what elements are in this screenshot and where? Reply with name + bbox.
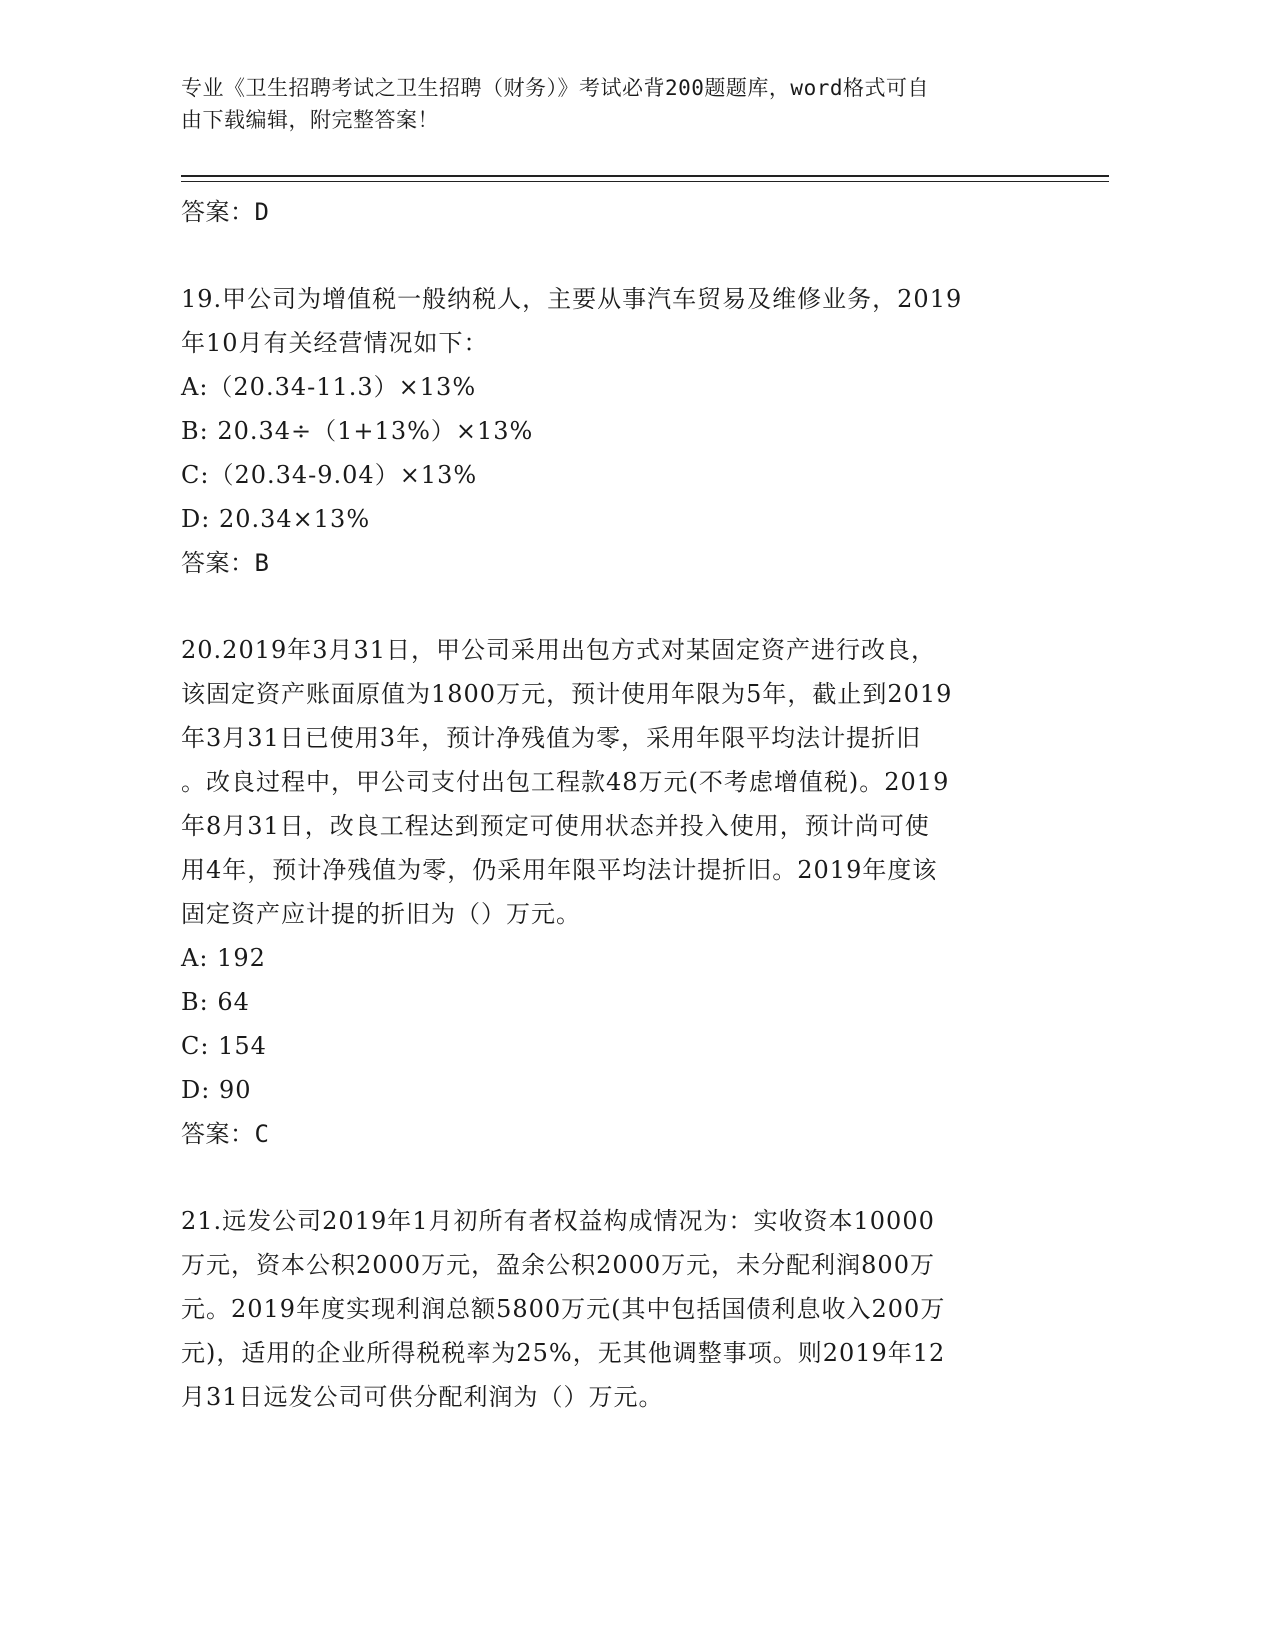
spacer <box>181 585 1061 628</box>
question-text: 年10月有关经营情况如下： <box>181 329 489 357</box>
question-text: 用4年，预计净残值为零，仍采用年限平均法计提折旧。2019年度该 <box>181 856 938 884</box>
question-text: 年3月31日已使用3年，预计净残值为零，采用年限平均法计提折旧 <box>181 724 922 752</box>
option-d: D: 20.34×13% <box>181 505 371 533</box>
header-line-1: 专业《卫生招聘考试之卫生招聘（财务）》考试必背200题题库，word格式可自 <box>181 76 929 100</box>
option-b: B: 20.34÷（1+13%）×13% <box>181 417 534 445</box>
question-text: 该固定资产账面原值为1800万元，预计使用年限为5年，截止到2019 <box>181 680 953 708</box>
answer-q19: 答案：B <box>181 549 270 577</box>
question-text: 元)，适用的企业所得税税率为25%，无其他调整事项。则2019年12 <box>181 1339 946 1367</box>
page-header <box>181 72 1061 136</box>
option-b: B: 64 <box>181 988 250 1016</box>
document-body <box>181 190 1061 1419</box>
option-c: C:（20.34-9.04）×13% <box>181 461 478 489</box>
header-rule-thin <box>181 181 1109 182</box>
question-text: 。改良过程中，甲公司支付出包工程款48万元(不考虑增值税)。2019 <box>181 768 950 796</box>
question-text: 万元，资本公积2000万元，盈余公积2000万元，未分配利润800万 <box>181 1251 935 1279</box>
question-text: 20.2019年3月31日，甲公司采用出包方式对某固定资产进行改良， <box>181 636 937 664</box>
answer-q18: 答案：D <box>181 198 270 226</box>
question-text: 年8月31日，改良工程达到预定可使用状态并投入使用，预计尚可使 <box>181 812 930 840</box>
answer-q20: 答案：C <box>181 1120 270 1148</box>
question-19 <box>181 277 1061 585</box>
spacer <box>181 234 1061 277</box>
question-text: 19.甲公司为增值税一般纳税人，主要从事汽车贸易及维修业务，2019 <box>181 285 963 313</box>
question-21 <box>181 1199 1061 1419</box>
option-d: D: 90 <box>181 1076 252 1104</box>
question-text: 21.远发公司2019年1月初所有者权益构成情况为：实收资本10000 <box>181 1207 935 1235</box>
question-20 <box>181 628 1061 1156</box>
option-a: A:（20.34-11.3）×13% <box>181 373 477 401</box>
question-text: 固定资产应计提的折旧为（）万元。 <box>181 900 581 928</box>
header-line-2: 由下载编辑，附完整答案！ <box>181 108 439 132</box>
question-text: 元。2019年度实现利润总额5800万元(其中包括国债利息收入200万 <box>181 1295 946 1323</box>
spacer <box>181 1156 1061 1199</box>
option-a: A: 192 <box>181 944 266 972</box>
header-rule-thick <box>181 175 1109 177</box>
option-c: C: 154 <box>181 1032 267 1060</box>
question-text: 月31日远发公司可供分配利润为（）万元。 <box>181 1383 664 1411</box>
